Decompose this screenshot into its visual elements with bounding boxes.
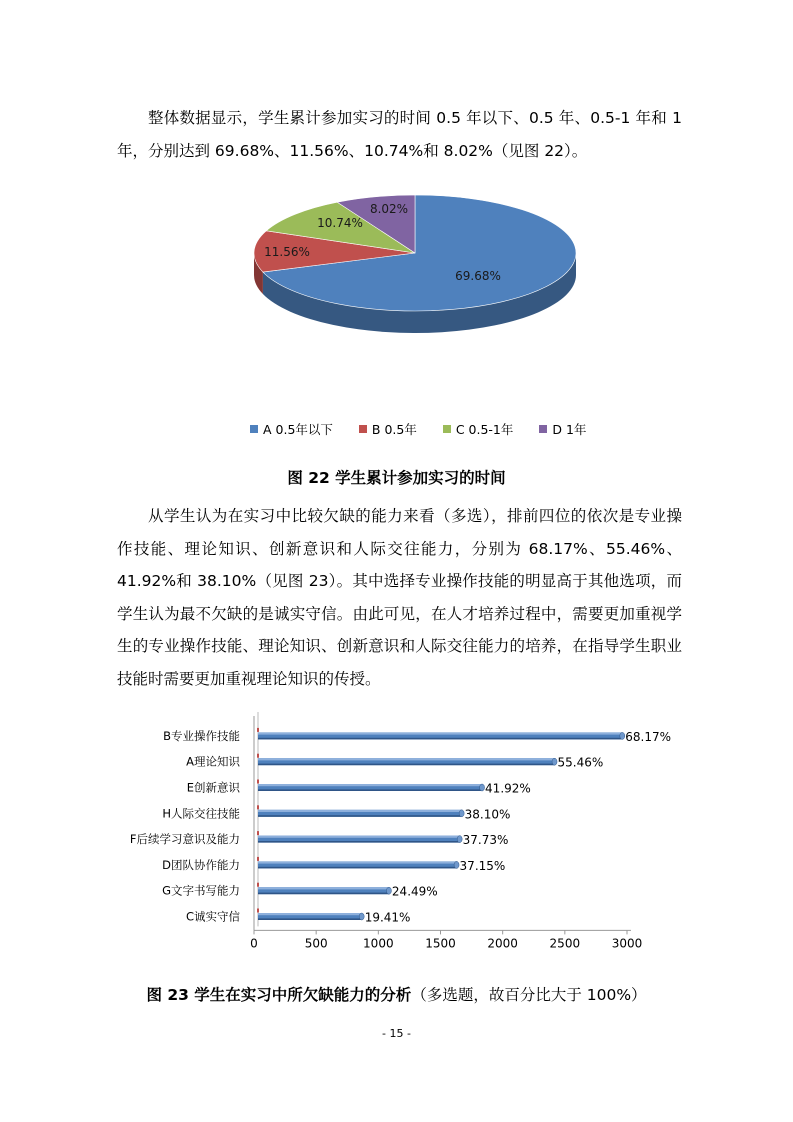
legend-label-d: D 1年 — [552, 422, 587, 437]
bar-shadow-1 — [258, 764, 555, 766]
paragraph-2: 从学生认为在实习中比较欠缺的能力来看（多选），排前四位的依次是专业操作技能、理论知识、创新意识和人际交往能力，分别为 68.17%、55.46%、41.92%和 38.10%（见图 23）。其中选择专业操作技能的明显高于其他选项，而学生认为最不欠缺的是诚实守信。由此可见，在人才培养过程中，需要更加重视学生的专业操作技能、理论知识、创新意识和人际交往能力的培养，在指导学生职业技能时需要更加重视理论知识的传授。 — [117, 507, 682, 688]
pie-chart — [0, 180, 793, 440]
bar-shadow-5 — [258, 867, 457, 869]
bar-5 — [258, 861, 459, 868]
bar-data-label-2: 41.92% — [485, 781, 531, 796]
bar-4 — [258, 836, 462, 843]
bar-shadow-2 — [258, 789, 482, 791]
bar-category-label-6: G文字书写能力 — [162, 883, 240, 898]
bar-highlight-4 — [258, 836, 460, 838]
x-tick-label-4: 2000 — [487, 936, 518, 951]
bar-3 — [258, 810, 464, 817]
bar-cap-3 — [459, 810, 464, 817]
bar-highlight-3 — [258, 810, 462, 812]
bar-marker-6 — [257, 883, 259, 887]
bar-shadow-3 — [258, 815, 462, 817]
legend-item-d — [539, 420, 586, 438]
legend-label-c: C 0.5-1年 — [455, 422, 514, 437]
legend-swatch-c — [443, 425, 451, 433]
bar-cap-4 — [457, 836, 462, 843]
legend-swatch-a — [250, 425, 258, 433]
bar-marker-7 — [257, 909, 259, 913]
pie-legend — [250, 420, 586, 438]
bar-cap-0 — [620, 732, 625, 739]
bar-data-label-6: 24.49% — [391, 884, 438, 899]
figure-23-caption — [0, 983, 793, 1005]
legend-label-b: B 0.5年 — [371, 422, 417, 437]
figure-23-caption-note: （多选题，故百分比大于 100%） — [411, 986, 647, 1004]
x-tick-label-5: 2500 — [549, 936, 581, 951]
bar-cap-2 — [480, 784, 485, 791]
bar-shadow-6 — [258, 893, 389, 895]
bar-data-label-3: 38.10% — [464, 807, 511, 822]
pie-data-label-3: 8.02% — [369, 202, 409, 216]
bar-marker-3 — [257, 805, 259, 809]
bar-cap-6 — [386, 887, 391, 894]
bar-category-label-7: C诚实守信 — [185, 909, 240, 924]
bar-category-label-1: A理论知识 — [186, 754, 240, 769]
bar-highlight-5 — [258, 861, 457, 863]
bar-cap-5 — [454, 861, 459, 868]
bar-data-label-4: 37.73% — [462, 833, 509, 848]
bar-data-label-7: 19.41% — [364, 910, 411, 925]
legend-swatch-b — [359, 425, 367, 433]
bar-highlight-7 — [258, 913, 362, 915]
legend-label-a: A 0.5年以下 — [263, 422, 333, 437]
page-number: - 15 - — [382, 1027, 411, 1040]
bar-shadow-4 — [258, 841, 460, 843]
bar-highlight-6 — [258, 887, 389, 889]
bar-marker-4 — [257, 831, 259, 835]
bar-7 — [258, 913, 364, 920]
x-tick-label-2: 1000 — [363, 936, 394, 951]
bar-data-label-0: 68.17% — [625, 729, 672, 744]
bar-data-label-5: 37.15% — [459, 858, 506, 873]
figure-22-caption — [0, 466, 793, 488]
bar-cap-7 — [359, 913, 364, 920]
pie-data-label-1: 11.56% — [264, 245, 310, 259]
bar-2 — [258, 784, 485, 791]
bar-category-label-0: B专业操作技能 — [163, 728, 240, 743]
x-tick-label-0: 0 — [250, 936, 258, 951]
bar-marker-2 — [257, 780, 259, 784]
bar-highlight-2 — [258, 784, 482, 786]
bar-shadow-7 — [258, 918, 362, 920]
figure-22-caption-text: 图 22 学生累计参加实习的时间 — [287, 469, 506, 487]
bar-category-label-5: D团队协作能力 — [162, 857, 240, 872]
bar-data-label-1: 55.46% — [557, 755, 604, 770]
bar-category-label-3: H人际交往技能 — [162, 806, 240, 821]
bar-chart — [0, 712, 793, 962]
pie-data-label-2: 10.74% — [317, 216, 363, 230]
bar-category-label-4: F后续学习意识及能力 — [129, 832, 240, 847]
legend-item-b — [359, 420, 417, 438]
paragraph-1: 整体数据显示，学生累计参加实习的时间 0.5 年以下、0.5 年、0.5-1 年和 1 年，分别达到 69.68%、11.56%、10.74%和 8.02%（见图 22）。 — [117, 109, 682, 160]
pie-data-label-0: 69.68% — [455, 269, 501, 283]
bar-highlight-1 — [258, 758, 555, 760]
bar-1 — [258, 758, 557, 765]
bar-marker-5 — [257, 857, 259, 861]
bar-marker-0 — [257, 728, 259, 732]
legend-swatch-d — [539, 425, 547, 433]
bar-highlight-0 — [258, 732, 622, 734]
bar-marker-1 — [257, 754, 259, 758]
x-tick-label-6: 3000 — [611, 936, 643, 951]
bar-shadow-0 — [258, 738, 622, 740]
x-tick-label-3: 1500 — [425, 936, 456, 951]
bar-6 — [258, 887, 391, 894]
bar-category-label-2: E创新意识 — [186, 780, 240, 795]
x-tick-label-1: 500 — [304, 936, 328, 951]
figure-23-caption-bold: 图 23 学生在实习中所欠缺能力的分析 — [146, 986, 412, 1004]
bar-0 — [258, 732, 625, 739]
bar-cap-1 — [552, 758, 557, 765]
legend-item-a — [250, 420, 333, 438]
legend-item-c — [443, 420, 514, 438]
